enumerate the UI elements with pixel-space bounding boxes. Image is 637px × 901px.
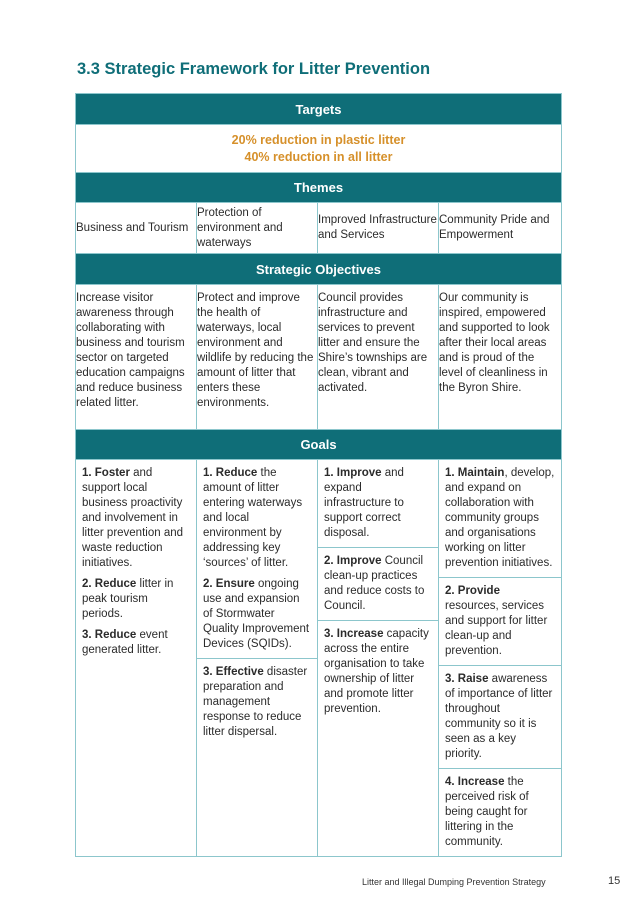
goal-item: 3. Reduce event generated litter.: [82, 629, 168, 656]
objective-community: Our community is inspired, empowered and supported to look after their local areas and is proud of the level of cleanliness in the Byron Shire.: [439, 285, 562, 430]
target-plastic: 20% reduction in plastic litter: [231, 132, 406, 147]
strategic-framework-table: [75, 93, 562, 857]
goal-item: 2. Ensure ongoing use and expansion of Stormwater Quality Improvement Devices (SQIDs).: [197, 574, 317, 659]
goals-header: Goals: [76, 430, 562, 460]
goal-item: 2. Improve Council clean-up practices and reduce costs to Council.: [318, 548, 438, 621]
goals-column-infrastructure: [318, 460, 439, 857]
goal-item: 1. Reduce the amount of litter entering waterways and local environment by addressing key ‘sources’ of litter.: [203, 467, 303, 569]
page-number: 15: [608, 875, 621, 887]
goal-item: 1. Foster and support local business proactivity and involvement in litter prevention and waste reduction initiatives.: [82, 467, 184, 569]
footer-document-title: Litter and Illegal Dumping Prevention Strategy: [362, 877, 546, 887]
goal-item: 3. Raise awareness of importance of litter throughout community so it is seen as a key priority.: [439, 666, 561, 769]
goal-item: 4. Increase the perceived risk of being caught for littering in the community.: [445, 776, 529, 848]
targets-header: Targets: [76, 94, 562, 125]
goals-column-community: [439, 460, 562, 857]
goals-column-environment: [197, 460, 318, 857]
goal-item: 2. Provide resources, services and support for litter clean-up and prevention.: [439, 578, 561, 666]
theme-business-tourism: Business and Tourism: [76, 203, 197, 254]
target-all-litter: 40% reduction in all litter: [244, 149, 393, 164]
objective-environment: Protect and improve the health of waterways, local environment and wildlife by reducing the amount of litter that enters these environments.: [197, 285, 318, 430]
goal-item: 1. Improve and expand infrastructure to support correct disposal.: [318, 460, 438, 548]
goal-item: 2. Reduce litter in peak tourism periods.: [82, 578, 174, 620]
goal-item: 3. Increase capacity across the entire organisation to take ownership of litter and promote litter prevention.: [324, 628, 429, 715]
targets-cell: [76, 125, 562, 173]
objective-infrastructure: Council provides infrastructure and services to prevent litter and ensure the Shire’s townships are clean, vibrant and activated.: [318, 285, 439, 430]
page-title: 3.3 Strategic Framework for Litter Prevention: [77, 60, 431, 78]
theme-infrastructure-services: Improved Infrastructure and Services: [318, 203, 439, 254]
goals-column-business: [76, 460, 197, 857]
goal-item: 3. Effective disaster preparation and management response to reduce litter dispersal.: [203, 666, 308, 738]
objectives-header: Strategic Objectives: [76, 254, 562, 285]
theme-community-pride: Community Pride and Empowerment: [439, 203, 562, 254]
goal-item: 1. Maintain, develop, and expand on collaboration with community groups and organisations working on litter prevention initiatives.: [439, 460, 561, 578]
themes-header: Themes: [76, 173, 562, 203]
theme-environment-waterways: Protection of environment and waterways: [197, 203, 318, 254]
objective-business-tourism: Increase visitor awareness through collaborating with business and tourism sector on targeted education campaigns and reduce business related litter.: [76, 285, 197, 430]
